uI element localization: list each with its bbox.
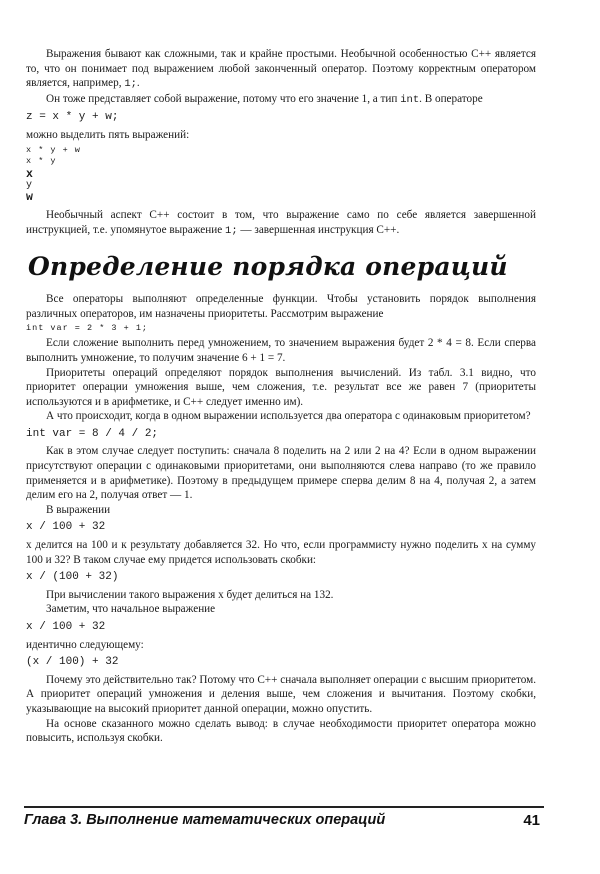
section-paragraph-3: Приоритеты операций определяют порядок выполнения вычислений. Из табл. 3.1 видно, что приоритет операции умножения выше, чем сложения, т.е. результат все же равен 7 (приоритеты используются и в арифметике, и С++ следует именно им).	[26, 366, 536, 408]
expression-line: y	[26, 180, 33, 192]
code-example: z = x * y + w;	[26, 111, 119, 124]
code-example: int var = 2 * 3 + 1;	[26, 323, 149, 334]
expression-line: w	[26, 191, 33, 205]
inline-code: 1;	[124, 78, 137, 91]
section-paragraph-4: А что происходит, когда в одном выражении используется два оператора с одинаковым приоритетом?	[46, 410, 531, 423]
page-number: 41	[523, 812, 540, 829]
inline-code: int	[400, 93, 420, 106]
section-paragraph-1: Все операторы выполняют определенные функции. Чтобы установить порядок выполнения различных операторов, им назначены приоритеты. Рассмотрим выражение	[26, 293, 536, 320]
code-example: x / 100 + 32	[26, 621, 106, 634]
code-example: (x / 100) + 32	[26, 656, 119, 669]
code-example: int var = 8 / 4 / 2;	[26, 427, 159, 440]
section-paragraph-12: На основе сказанного можно сделать вывод: в случае необходимости приоритет оператора можно повысить, используя скобки.	[26, 717, 536, 745]
section-heading: Определение порядка операций	[28, 252, 508, 282]
section-paragraph-10: идентично следующему:	[26, 638, 144, 651]
intro-paragraph-4: Необычный аспект С++ состоит в том, что выражение само по себе является завершенной инструкцией, т.е. упомянутое выражение 1; — завершенная инструкция С++.	[26, 208, 536, 237]
expression-list	[26, 145, 536, 167]
chapter-title: Глава 3. Выполнение математических операций	[24, 812, 386, 828]
code-example: x / 100 + 32	[26, 521, 106, 534]
code-example: x / (100 + 32)	[26, 571, 119, 584]
section-paragraph-8: При вычислении такого выражения x будет делиться на 132.	[46, 588, 334, 601]
intro-paragraph-1: Выражения бывают как сложными, так и крайне простыми. Необычной особенностью С++ является то, что он понимает под выражением любой законченный оператор. Поэтому корректным оператором является, например, 1;.	[26, 48, 536, 91]
section-paragraph-9: Заметим, что начальное выражение	[46, 603, 216, 616]
section-paragraph-5: Как в этом случае следует поступить: сначала 8 поделить на 2 или 2 на 4? Если в одном выражении присутствуют операции с одинаковыми приоритетами, они выполняются слева направо (то же правило применяется и в арифметике). Поэтому в предыдущем примере сперва делим 8 на 4, получая 2, а затем делим его на 2, получая ответ — 1.	[26, 445, 536, 502]
variable-list	[26, 169, 536, 204]
expression-line: x * y + w	[26, 144, 81, 155]
intro-paragraph-2: Он тоже представляет собой выражение, потому что его значение 1, а тип int. В операторе	[46, 92, 483, 106]
page-body	[26, 47, 536, 746]
expression-line: x * y	[26, 155, 57, 166]
intro-paragraph-3: можно выделить пять выражений:	[26, 128, 190, 141]
section-paragraph-2: Если сложение выполнить перед умножением, то значением выражения будет 2 * 4 = 8. Если сперва выполнить умножение, то получим значение 6 + 1 = 7.	[26, 337, 536, 364]
expression-line: x	[26, 167, 33, 181]
inline-code: 1;	[225, 224, 238, 237]
section-paragraph-6: В выражении	[46, 503, 111, 516]
section-paragraph-7: x делится на 100 и к результату добавляется 32. Но что, если программисту нужно поделить x на сумму 100 и 32? В таком случае ему придется использовать скобки:	[26, 539, 536, 566]
page-footer	[24, 806, 544, 828]
section-paragraph-11: Почему это действительно так? Потому что С++ сначала выполняет операции с высшим приоритетом. А приоритет операций умножения и деления выше, чем сложения и вычитания. Поэтому скобки, указывающие на высокий приоритет данной операции, можно опустить.	[26, 673, 536, 715]
